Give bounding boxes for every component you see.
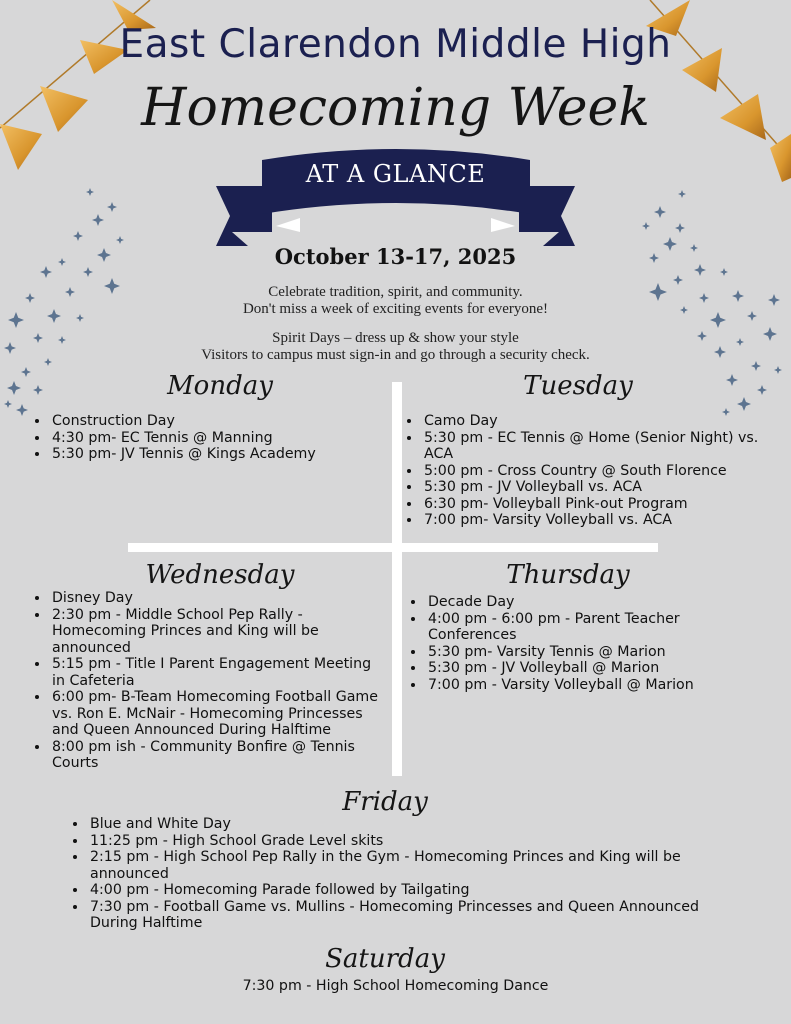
- thursday-event-item: • Decade Day: [426, 594, 736, 611]
- sparkle-icon: [678, 190, 686, 198]
- school-name: East Clarendon Middle High: [119, 22, 672, 67]
- vertical-divider: [392, 382, 402, 776]
- horizontal-divider: [128, 543, 658, 552]
- monday-events: [30, 413, 380, 463]
- thursday-event-item: • 7:00 pm - Varsity Volleyball @ Marion: [426, 677, 736, 694]
- tuesday-event-item: • 5:30 pm - EC Tennis @ Home (Senior Night) vs. ACA: [422, 430, 772, 463]
- friday-event-item: • 11:25 pm - High School Grade Level skits: [88, 833, 748, 850]
- friday-events: [68, 816, 748, 932]
- friday-section: [68, 816, 748, 932]
- thursday-event-item: • 4:00 pm - 6:00 pm - Parent Teacher Conferences: [426, 611, 736, 644]
- monday-event-item: • 5:30 pm- JV Tennis @ Kings Academy: [50, 446, 380, 463]
- day-title-saturday: Saturday: [325, 944, 445, 974]
- tuesday-events: [402, 413, 772, 529]
- wednesday-event-item: • 6:00 pm- B-Team Homecoming Football Game vs. Ron E. McNair - Homecoming Princesses and Queen Announced During Halftime: [50, 689, 380, 739]
- tuesday-event-item: • 5:00 pm - Cross Country @ South Florence: [422, 463, 772, 480]
- wednesday-event-item: • 2:30 pm - Middle School Pep Rally - Homecoming Princes and King will be announced: [50, 607, 380, 657]
- monday-event-item: • Construction Day: [50, 413, 380, 430]
- sparkle-icon: [642, 222, 650, 230]
- intro-block: [0, 284, 791, 318]
- sparkle-icon: [21, 367, 31, 377]
- tuesday-event-item: • 5:30 pm - JV Volleyball vs. ACA: [422, 479, 772, 496]
- wednesday-event-item: • 8:00 pm ish - Community Bonfire @ Tennis Courts: [50, 739, 380, 772]
- thursday-event-item: • 5:30 pm- Varsity Tennis @ Marion: [426, 644, 736, 661]
- sparkle-icon: [16, 404, 28, 416]
- thursday-events: [406, 594, 736, 693]
- day-title-friday: Friday: [342, 787, 428, 817]
- monday-event-item: • 4:30 pm- EC Tennis @ Manning: [50, 430, 380, 447]
- wednesday-section: [30, 590, 380, 772]
- wednesday-event-item: • 5:15 pm - Title I Parent Engagement Meeting in Cafeteria: [50, 656, 380, 689]
- sparkle-icon: [4, 400, 12, 408]
- day-title-tuesday: Tuesday: [523, 371, 633, 401]
- intro-line: Don't miss a week of exciting events for everyone!: [242, 301, 549, 317]
- sparkle-icon: [33, 385, 43, 395]
- sparkle-icon: [86, 188, 94, 196]
- intro-line: Spirit Days – dress up & show your style: [272, 330, 519, 346]
- thursday-event-item: • 5:30 pm - JV Volleyball @ Marion: [426, 660, 736, 677]
- friday-event-item: • 4:00 pm - Homecoming Parade followed by Tailgating: [88, 882, 748, 899]
- intro-line: Visitors to campus must sign-in and go through a security check.: [201, 347, 590, 363]
- sparkle-icon: [774, 366, 782, 374]
- day-title-thursday: Thursday: [506, 560, 630, 590]
- day-title-monday: Monday: [167, 371, 273, 401]
- saturday-event: 7:30 pm - High School Homecoming Dance: [242, 978, 549, 994]
- sparkle-icon: [737, 397, 751, 411]
- event-title: Homecoming Week: [141, 78, 650, 138]
- sparkle-icon: [92, 214, 104, 226]
- day-title-wednesday: Wednesday: [145, 560, 295, 590]
- sparkle-icon: [7, 381, 21, 395]
- event-dates: October 13-17, 2025: [274, 244, 517, 269]
- sparkle-icon: [107, 202, 117, 212]
- tuesday-event-item: • Camo Day: [422, 413, 772, 430]
- monday-section: [30, 413, 380, 463]
- tuesday-section: [402, 413, 772, 529]
- intro-line: Celebrate tradition, spirit, and community.: [268, 284, 523, 300]
- sparkle-icon: [116, 236, 124, 244]
- wednesday-events: [30, 590, 380, 772]
- friday-event-item: • 7:30 pm - Football Game vs. Mullins - Homecoming Princesses and Queen Announced During Halftime: [88, 899, 748, 932]
- tuesday-event-item: • 7:00 pm- Varsity Volleyball vs. ACA: [422, 512, 772, 529]
- friday-event-item: • Blue and White Day: [88, 816, 748, 833]
- wednesday-event-item: • Disney Day: [50, 590, 380, 607]
- sparkle-icon: [757, 385, 767, 395]
- sparkle-icon: [720, 268, 728, 276]
- sparkle-icon: [726, 374, 738, 386]
- sparkle-icon: [654, 206, 666, 218]
- banner-label: AT A GLANCE: [305, 160, 486, 188]
- thursday-section: [406, 594, 736, 693]
- notice-block: [0, 330, 791, 364]
- friday-event-item: • 2:15 pm - High School Pep Rally in the Gym - Homecoming Princes and King will be announced: [88, 849, 748, 882]
- tuesday-event-item: • 6:30 pm- Volleyball Pink-out Program: [422, 496, 772, 513]
- sparkle-icon: [675, 223, 685, 233]
- sparkle-icon: [73, 231, 83, 241]
